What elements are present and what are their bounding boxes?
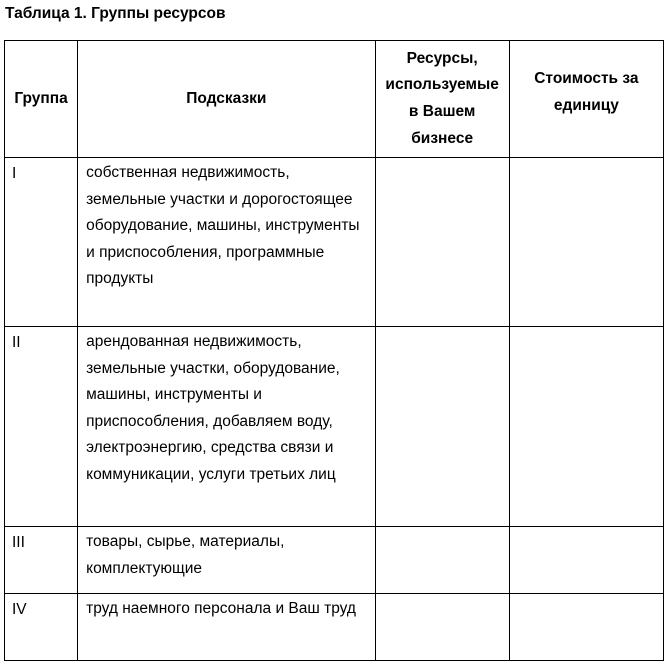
used-resources-cell[interactable] <box>375 327 509 527</box>
header-used-resources: Ресурсы, используемые в Вашем бизнесе <box>375 41 509 158</box>
table-row <box>5 158 664 327</box>
used-resources-cell[interactable] <box>375 527 509 594</box>
hint-cell: собственная недвижимость, земельные участки и дорогостоящее оборудование, машины, инструменты и приспособления, программные продукты <box>78 158 375 327</box>
unit-cost-cell[interactable] <box>509 527 663 594</box>
table-row <box>5 594 664 661</box>
group-cell: I <box>5 158 78 327</box>
hint-cell: товары, сырье, материалы, комплектующие <box>78 527 375 594</box>
used-resources-cell[interactable] <box>375 158 509 327</box>
group-cell: IV <box>5 594 78 661</box>
hint-cell: труд наемного персонала и Ваш труд <box>78 594 375 661</box>
header-group: Группа <box>5 41 78 158</box>
unit-cost-cell[interactable] <box>509 594 663 661</box>
resources-table <box>4 40 664 661</box>
table-row <box>5 527 664 594</box>
table-caption: Таблица 1. Группы ресурсов <box>5 5 226 22</box>
group-cell: III <box>5 527 78 594</box>
table-row <box>5 327 664 527</box>
table-header-row <box>5 41 664 158</box>
group-cell: II <box>5 327 78 527</box>
hint-cell: арендованная недвижимость, земельные участки, оборудование, машины, инструменты и приспособления, добавляем воду, электроэнергию, средства связи и коммуникации, услуги третьих лиц <box>78 327 375 527</box>
used-resources-cell[interactable] <box>375 594 509 661</box>
unit-cost-cell[interactable] <box>509 327 663 527</box>
header-hints: Подсказки <box>78 41 375 158</box>
header-unit-cost: Стоимость за единицу <box>509 41 663 158</box>
unit-cost-cell[interactable] <box>509 158 663 327</box>
